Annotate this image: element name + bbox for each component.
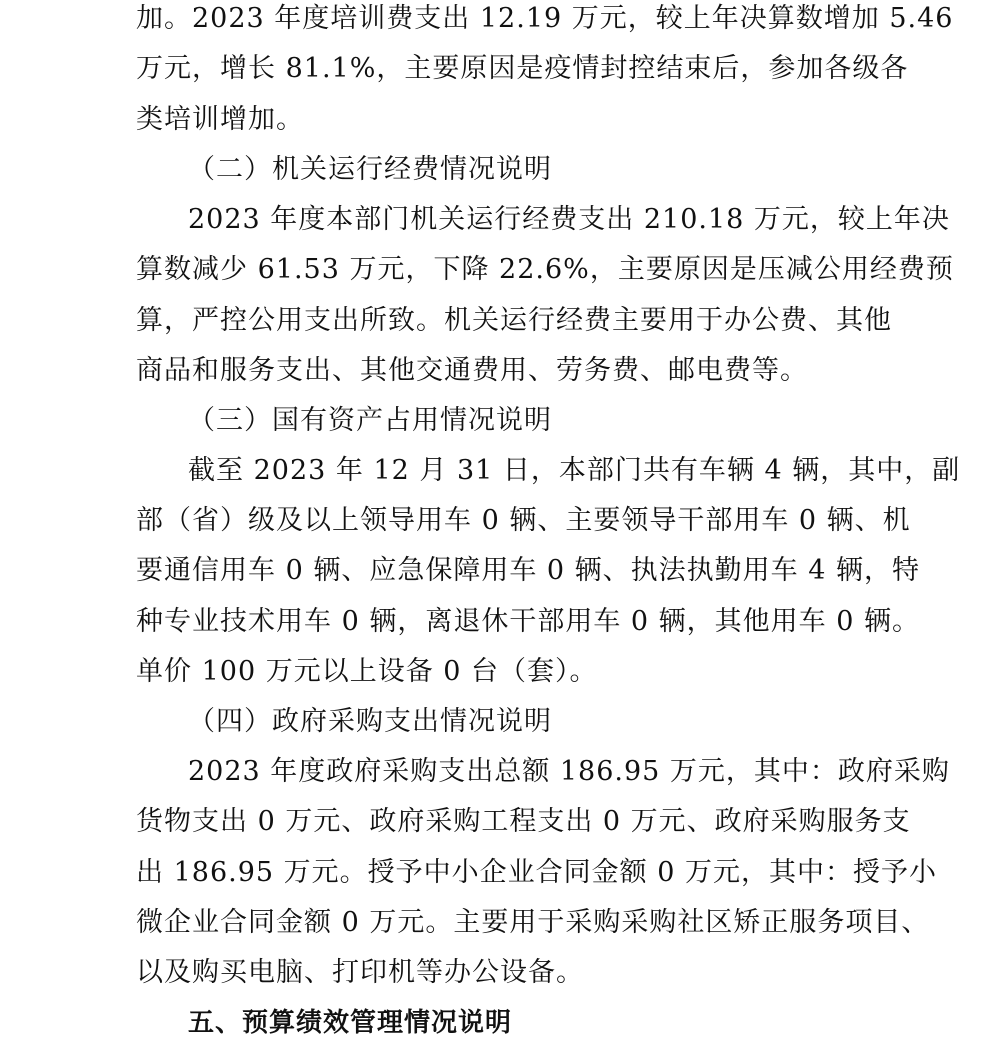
- body-text-line: 以及购买电脑、打印机等办公设备。: [136, 957, 584, 988]
- body-text-line: 截至 2023 年 12 月 31 日，本部门共有车辆 4 辆，其中，副: [188, 455, 961, 486]
- body-text-line: 加。2023 年度培训费支出 12.19 万元，较上年决算数增加 5.46: [136, 3, 954, 34]
- body-text-line: 类培训增加。: [136, 104, 304, 135]
- body-text-line: 单价 100 万元以上设备 0 台（套）。: [136, 656, 598, 687]
- body-text-line: 万元，增长 81.1%，主要原因是疫情封控结束后，参加各级各: [136, 53, 909, 84]
- body-text-line: 种专业技术用车 0 辆，离退休干部用车 0 辆，其他用车 0 辆。: [136, 606, 921, 637]
- subsection-heading-2: （二）机关运行经费情况说明: [188, 154, 552, 185]
- section-heading-5: 五、预算绩效管理情况说明: [188, 1008, 513, 1038]
- body-text-line: 算，严控公用支出所致。机关运行经费主要用于办公费、其他: [136, 305, 892, 336]
- body-text-line: 2023 年度政府采购支出总额 186.95 万元，其中：政府采购: [188, 756, 950, 787]
- body-text-line: 出 186.95 万元。授予中小企业合同金额 0 万元，其中：授予小: [136, 857, 937, 888]
- body-text-line: 微企业合同金额 0 万元。主要用于采购采购社区矫正服务项目、: [136, 907, 930, 938]
- body-text-line: 算数减少 61.53 万元，下降 22.6%，主要原因是压减公用经费预: [136, 254, 954, 285]
- body-text-line: 货物支出 0 万元、政府采购工程支出 0 万元、政府采购服务支: [136, 806, 911, 837]
- body-text-line: 2023 年度本部门机关运行经费支出 210.18 万元，较上年决: [188, 204, 950, 235]
- body-text-line: 部（省）级及以上领导用车 0 辆、主要领导干部用车 0 辆、机: [136, 505, 911, 536]
- subsection-heading-4: （四）政府采购支出情况说明: [188, 706, 552, 737]
- body-text-line: 要通信用车 0 辆、应急保障用车 0 辆、执法执勤用车 4 辆，特: [136, 555, 921, 586]
- body-text-line: 商品和服务支出、其他交通费用、劳务费、邮电费等。: [136, 355, 808, 386]
- subsection-heading-3: （三）国有资产占用情况说明: [188, 405, 552, 436]
